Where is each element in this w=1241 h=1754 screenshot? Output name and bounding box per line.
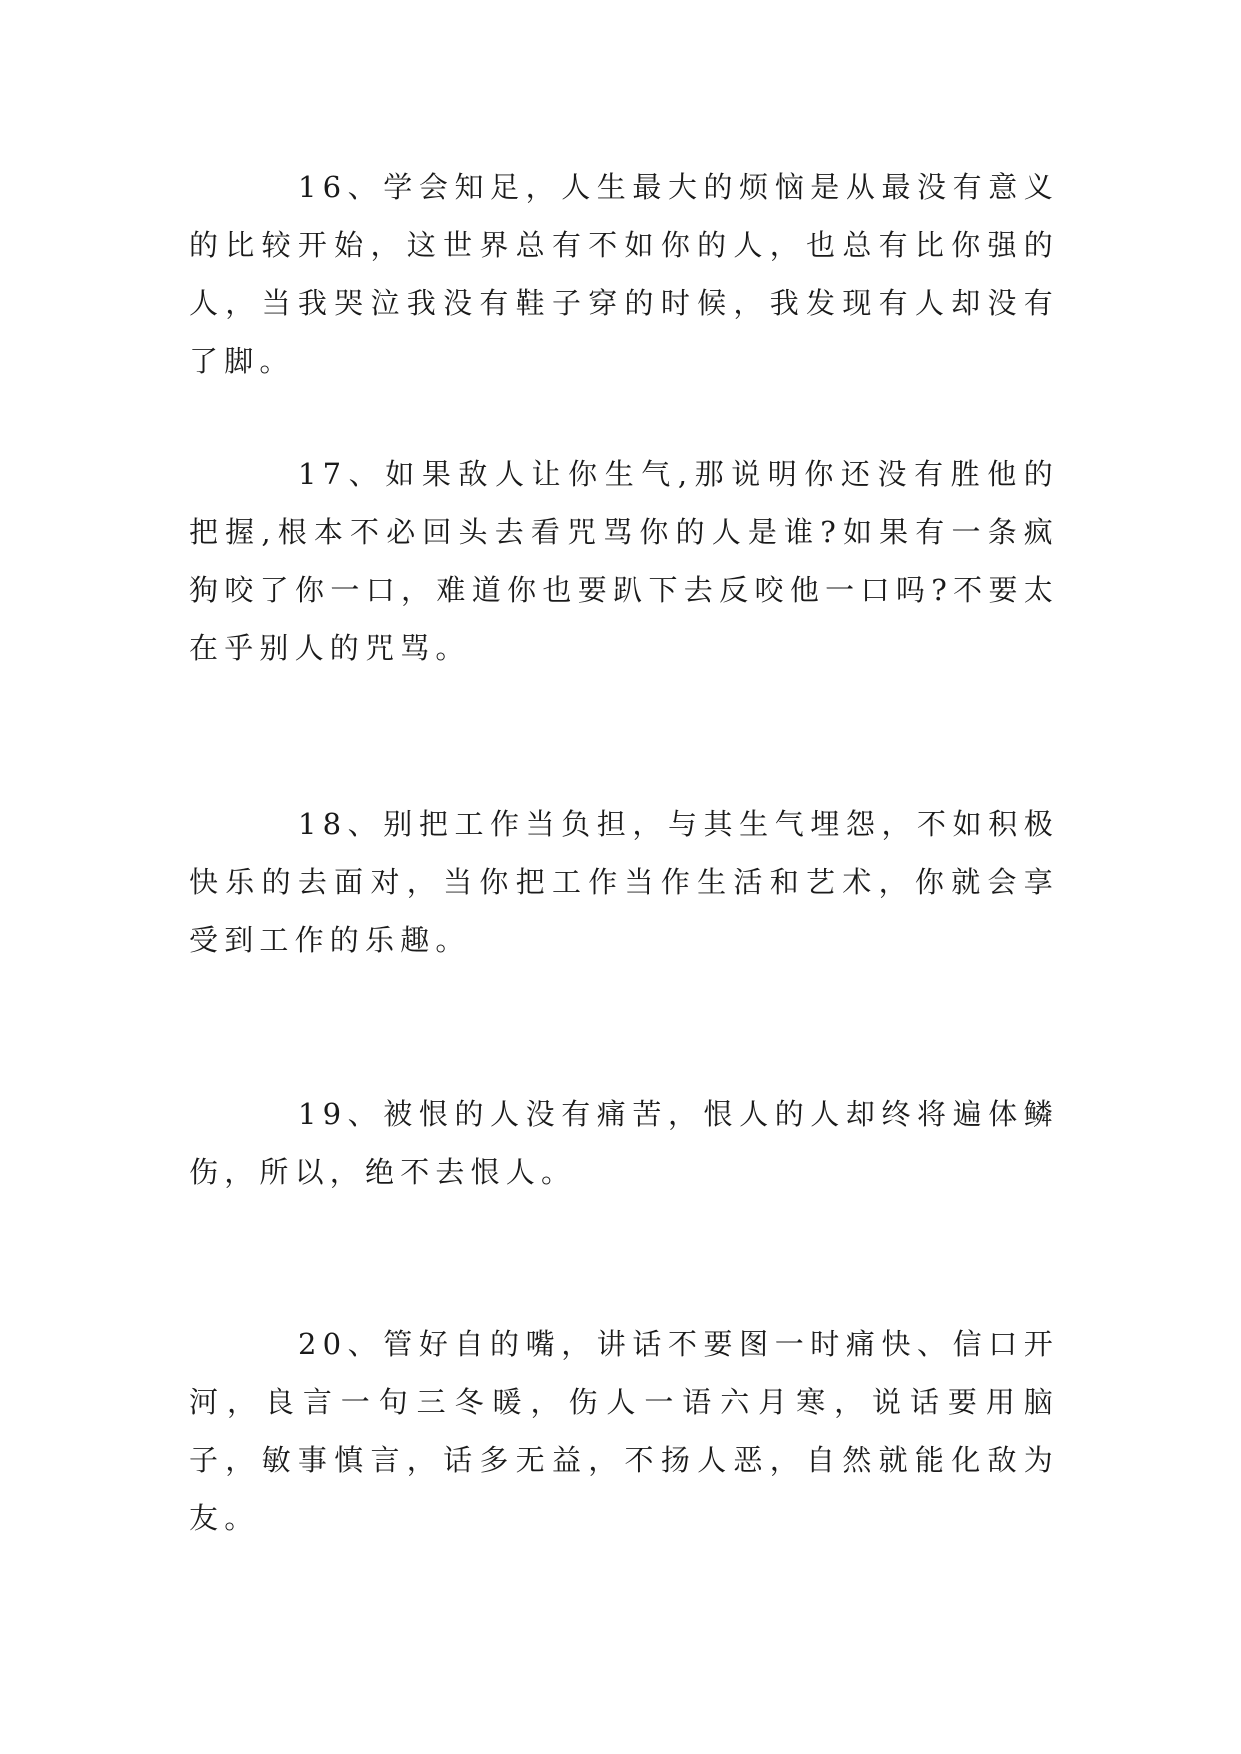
paragraph-19: 19、被恨的人没有痛苦，恨人的人却终将遍体鳞伤，所以，绝不去恨人。	[189, 1097, 1059, 1189]
paragraph-18: 18、别把工作当负担，与其生气埋怨，不如积极快乐的去面对，当你把工作当作生活和艺术，你就会享受到工作的乐趣。	[189, 807, 1059, 957]
paragraph-17: 17、如果敌人让你生气,那说明你还没有胜他的把握,根本不必回头去看咒骂你的人是谁?如果有一条疯狗咬了你一口，难道你也要趴下去反咬他一口吗?不要太在乎别人的咒骂。	[189, 457, 1059, 665]
paragraph-20: 20、管好自的嘴，讲话不要图一时痛快、信口开河，良言一句三冬暖，伤人一语六月寒，说话要用脑子，敏事慎言，话多无益，不扬人恶，自然就能化敌为友。	[189, 1327, 1059, 1535]
paragraph-16: 16、学会知足，人生最大的烦恼是从最没有意义的比较开始，这世界总有不如你的人，也总有比你强的人，当我哭泣我没有鞋子穿的时候，我发现有人却没有了脚。	[189, 170, 1059, 378]
